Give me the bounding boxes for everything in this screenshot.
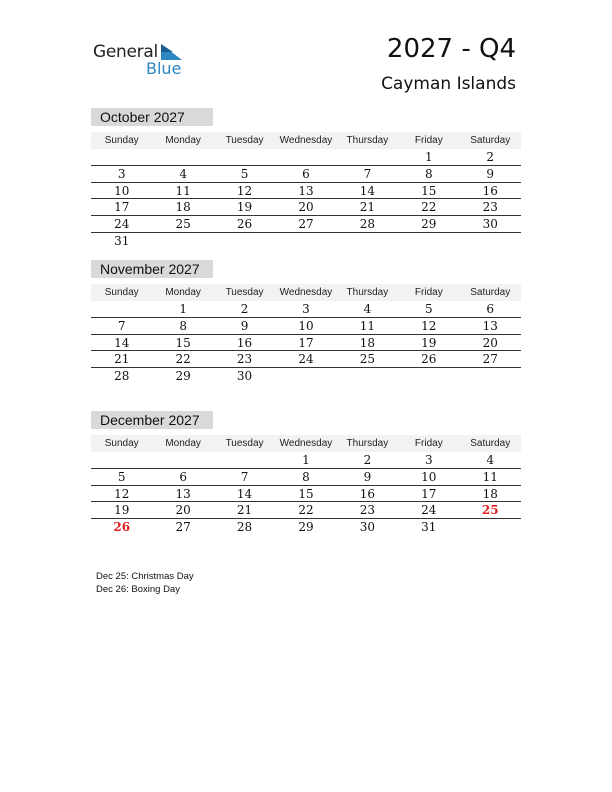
day-cell: 21	[359, 200, 376, 215]
day-cell	[152, 452, 213, 468]
day-cell: 4	[179, 166, 187, 181]
day-cell: 29	[421, 217, 437, 232]
weekday-header: Tuesday	[225, 438, 264, 449]
day-cell: 5	[117, 469, 126, 484]
weekday-header: Monday	[165, 135, 201, 146]
day-cell: 12	[236, 183, 253, 198]
day-cell	[91, 301, 152, 317]
day-cell: 10	[114, 183, 130, 198]
day-cell: 14	[236, 486, 253, 501]
weekday-header: Sunday	[104, 135, 139, 146]
month-calendar	[91, 411, 521, 536]
month-label: November 2027	[91, 260, 213, 278]
week-row	[91, 216, 521, 233]
weekday-header-row	[91, 284, 521, 301]
day-cell: 28	[236, 520, 253, 535]
day-cell: 8	[425, 166, 433, 181]
day-cell: 11	[482, 469, 498, 484]
day-cell	[337, 149, 398, 165]
week-row	[91, 149, 521, 166]
day-cell: 30	[236, 369, 253, 384]
day-cell: 6	[179, 469, 187, 484]
day-cell: 1	[425, 150, 433, 164]
day-cell: 10	[298, 318, 314, 333]
week-row	[91, 486, 521, 503]
week-row	[91, 351, 521, 368]
day-cell: 26	[421, 352, 437, 367]
week-row	[91, 452, 521, 469]
holiday-note: Dec 25: Christmas Day	[96, 571, 194, 582]
week-row	[91, 199, 521, 216]
day-cell: 14	[114, 335, 130, 350]
logo-blue-text: Blue	[146, 59, 182, 78]
holiday-notes	[96, 570, 194, 596]
day-cell: 19	[421, 335, 437, 350]
page-title: 2027 - Q4	[386, 34, 516, 64]
weekday-header: Thursday	[346, 438, 389, 449]
day-cell: 15	[421, 183, 437, 198]
day-cell: 22	[421, 200, 437, 215]
day-cell: 22	[298, 503, 314, 518]
day-cell: 13	[482, 318, 498, 333]
day-cell: 7	[240, 469, 249, 484]
day-cell: 29	[175, 369, 191, 384]
day-cell: 18	[175, 200, 191, 215]
day-cell	[275, 233, 336, 250]
day-cell: 22	[175, 352, 191, 367]
day-cell: 12	[421, 318, 437, 333]
day-cell: 30	[482, 217, 498, 232]
day-cell: 19	[236, 200, 253, 215]
weekday-header: Tuesday	[225, 135, 264, 146]
week-row	[91, 469, 521, 486]
day-cell: 29	[298, 520, 314, 535]
day-cell: 9	[486, 166, 495, 181]
day-cell: 23	[482, 200, 498, 215]
day-cell: 6	[302, 166, 310, 181]
day-cell: 8	[302, 469, 310, 484]
day-cell: 25	[359, 352, 376, 367]
day-cell: 25	[175, 217, 191, 232]
day-cell: 23	[359, 503, 376, 518]
weekday-header-row	[91, 132, 521, 149]
day-cell: 2	[363, 453, 372, 467]
day-cell	[398, 368, 459, 385]
day-cell: 13	[175, 486, 191, 501]
day-cell: 31	[114, 233, 130, 248]
day-cell: 5	[240, 166, 249, 181]
weekday-header-row	[91, 435, 521, 452]
day-cell: 21	[236, 503, 253, 518]
day-cell: 17	[298, 335, 314, 350]
day-cell	[91, 149, 152, 165]
month-calendar	[91, 108, 521, 250]
day-cell: 3	[117, 166, 126, 181]
week-row	[91, 301, 521, 318]
day-cell: 16	[482, 183, 498, 198]
day-cell: 30	[359, 520, 376, 535]
day-cell: 31	[421, 520, 437, 535]
day-cell: 4	[363, 302, 372, 316]
day-cell: 4	[486, 453, 495, 467]
day-cell: 14	[359, 183, 376, 198]
country-name: Cayman Islands	[381, 74, 516, 94]
weekday-header: Saturday	[470, 438, 511, 449]
holiday-note: Dec 26: Boxing Day	[96, 584, 180, 595]
day-cell: 18	[359, 335, 376, 350]
day-cell: 2	[486, 150, 495, 164]
day-cell: 10	[421, 469, 437, 484]
weekday-header: Wednesday	[279, 135, 333, 146]
week-row	[91, 368, 521, 385]
day-cell: 1	[179, 302, 187, 316]
day-cell: 15	[298, 486, 314, 501]
week-row	[91, 233, 521, 250]
day-cell: 9	[240, 318, 249, 333]
weekday-header: Saturday	[470, 135, 511, 146]
day-cell: 7	[363, 166, 372, 181]
weekday-header: Sunday	[104, 287, 139, 298]
weekday-header: Friday	[414, 287, 443, 298]
day-cell: 8	[179, 318, 187, 333]
month-label: October 2027	[91, 108, 213, 126]
day-cell: 17	[421, 486, 437, 501]
day-cell: 11	[359, 318, 376, 333]
day-cell: 13	[298, 183, 314, 198]
weekday-header: Saturday	[470, 287, 511, 298]
day-cell	[214, 233, 275, 250]
day-cell	[398, 233, 459, 250]
day-cell: 2	[240, 302, 249, 316]
day-cell: 7	[117, 318, 126, 333]
day-cell: 24	[114, 217, 130, 232]
day-cell: 24	[421, 503, 437, 518]
day-cell	[460, 368, 521, 385]
day-cell	[214, 149, 275, 165]
weekday-header: Sunday	[104, 438, 139, 449]
day-cell: 20	[175, 503, 191, 518]
day-cell: 27	[298, 217, 314, 232]
day-cell	[460, 519, 521, 536]
day-cell: 16	[359, 486, 376, 501]
day-cell	[152, 149, 213, 165]
day-cell	[275, 149, 336, 165]
weekday-header: Tuesday	[225, 287, 264, 298]
day-cell: 6	[486, 302, 495, 316]
weekday-header: Monday	[165, 438, 201, 449]
day-cell: 3	[302, 302, 310, 316]
day-cell: 21	[114, 352, 130, 367]
day-cell: 3	[425, 453, 433, 467]
day-cell: 1	[302, 453, 310, 467]
day-cell: 19	[114, 503, 130, 518]
day-cell: 17	[114, 200, 130, 215]
day-cell: 27	[482, 352, 498, 367]
weekday-header: Wednesday	[279, 287, 333, 298]
day-cell: 9	[363, 469, 372, 484]
week-row	[91, 502, 521, 519]
day-cell: 23	[236, 352, 253, 367]
day-cell	[460, 233, 521, 250]
weekday-header: Friday	[414, 135, 443, 146]
week-row	[91, 519, 521, 536]
week-row	[91, 183, 521, 200]
day-cell	[152, 233, 213, 250]
day-cell	[275, 368, 336, 385]
day-cell: 16	[236, 335, 253, 350]
weekday-header: Monday	[165, 287, 201, 298]
month-label: December 2027	[91, 411, 213, 429]
day-cell	[337, 368, 398, 385]
day-cell: 26	[236, 217, 253, 232]
day-cell: 20	[482, 335, 498, 350]
month-calendar	[91, 260, 521, 385]
day-cell: 11	[175, 183, 191, 198]
day-cell	[337, 233, 398, 250]
week-row	[91, 335, 521, 352]
logo-general-text: General	[93, 42, 158, 62]
day-cell: 28	[114, 369, 130, 384]
weekday-header: Thursday	[346, 135, 389, 146]
day-cell: 20	[298, 200, 314, 215]
day-cell: 24	[298, 352, 314, 367]
weekday-header: Wednesday	[279, 438, 333, 449]
day-cell: 15	[175, 335, 191, 350]
day-cell	[91, 452, 152, 468]
weekday-header: Friday	[414, 438, 443, 449]
day-cell: 28	[359, 217, 376, 232]
day-cell: 12	[114, 486, 130, 501]
weekday-header: Thursday	[346, 287, 389, 298]
holiday-day-cell: 25	[481, 503, 499, 518]
logo	[93, 42, 193, 78]
holiday-day-cell: 26	[113, 520, 131, 535]
week-row	[91, 166, 521, 183]
day-cell: 5	[425, 302, 433, 316]
day-cell: 18	[482, 486, 498, 501]
day-cell: 27	[175, 520, 191, 535]
day-cell	[214, 452, 275, 468]
week-row	[91, 318, 521, 335]
